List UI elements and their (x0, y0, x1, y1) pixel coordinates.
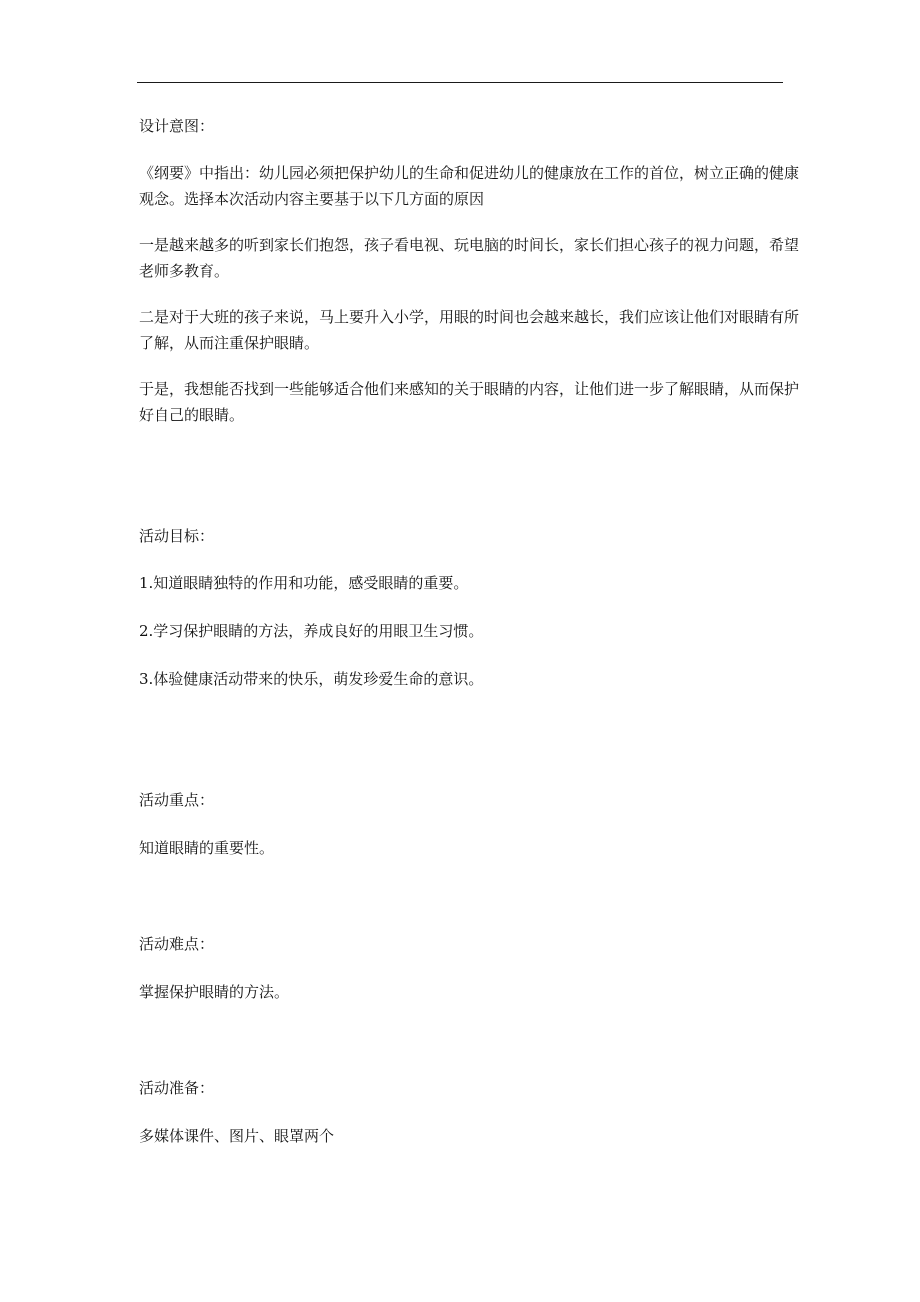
preparation-heading: 活动准备： (139, 1079, 215, 1097)
design-intent-heading: 设计意图： (139, 117, 215, 135)
goals-heading: 活动目标： (139, 527, 215, 545)
goal-item-2: 2.学习保护眼睛的方法，养成良好的用眼卫生习惯。 (139, 622, 484, 640)
goal-item-3: 3.体验健康活动带来的快乐，萌发珍爱生命的意识。 (139, 670, 484, 688)
difficulty-heading: 活动难点： (139, 935, 215, 953)
difficulty-text: 掌握保护眼睛的方法。 (139, 983, 290, 1001)
design-intent-para-4: 于是，我想能否找到一些能够适合他们来感知的关于眼睛的内容，让他们进一步了解眼睛，从而保护好自己的眼睛。 (139, 380, 800, 424)
header-rule (137, 82, 783, 83)
design-intent-para-3: 二是对于大班的孩子来说，马上要升入小学，用眼的时间也会越来越长，我们应该让他们对眼睛有所了解，从而注重保护眼睛。 (139, 308, 800, 352)
design-intent-para-2: 一是越来越多的听到家长们抱怨，孩子看电视、玩电脑的时间长，家长们担心孩子的视力问题，希望老师多教育。 (139, 236, 800, 280)
key-point-text: 知道眼睛的重要性。 (139, 839, 275, 857)
goal-item-1: 1.知道眼睛独特的作用和功能，感受眼睛的重要。 (139, 574, 469, 592)
key-point-heading: 活动重点： (139, 791, 215, 809)
design-intent-para-1: 《纲要》中指出：幼儿园必须把保护幼儿的生命和促进幼儿的健康放在工作的首位，树立正确的健康观念。选择本次活动内容主要基于以下几方面的原因 (139, 164, 800, 208)
preparation-text: 多媒体课件、图片、眼罩两个 (139, 1127, 335, 1145)
